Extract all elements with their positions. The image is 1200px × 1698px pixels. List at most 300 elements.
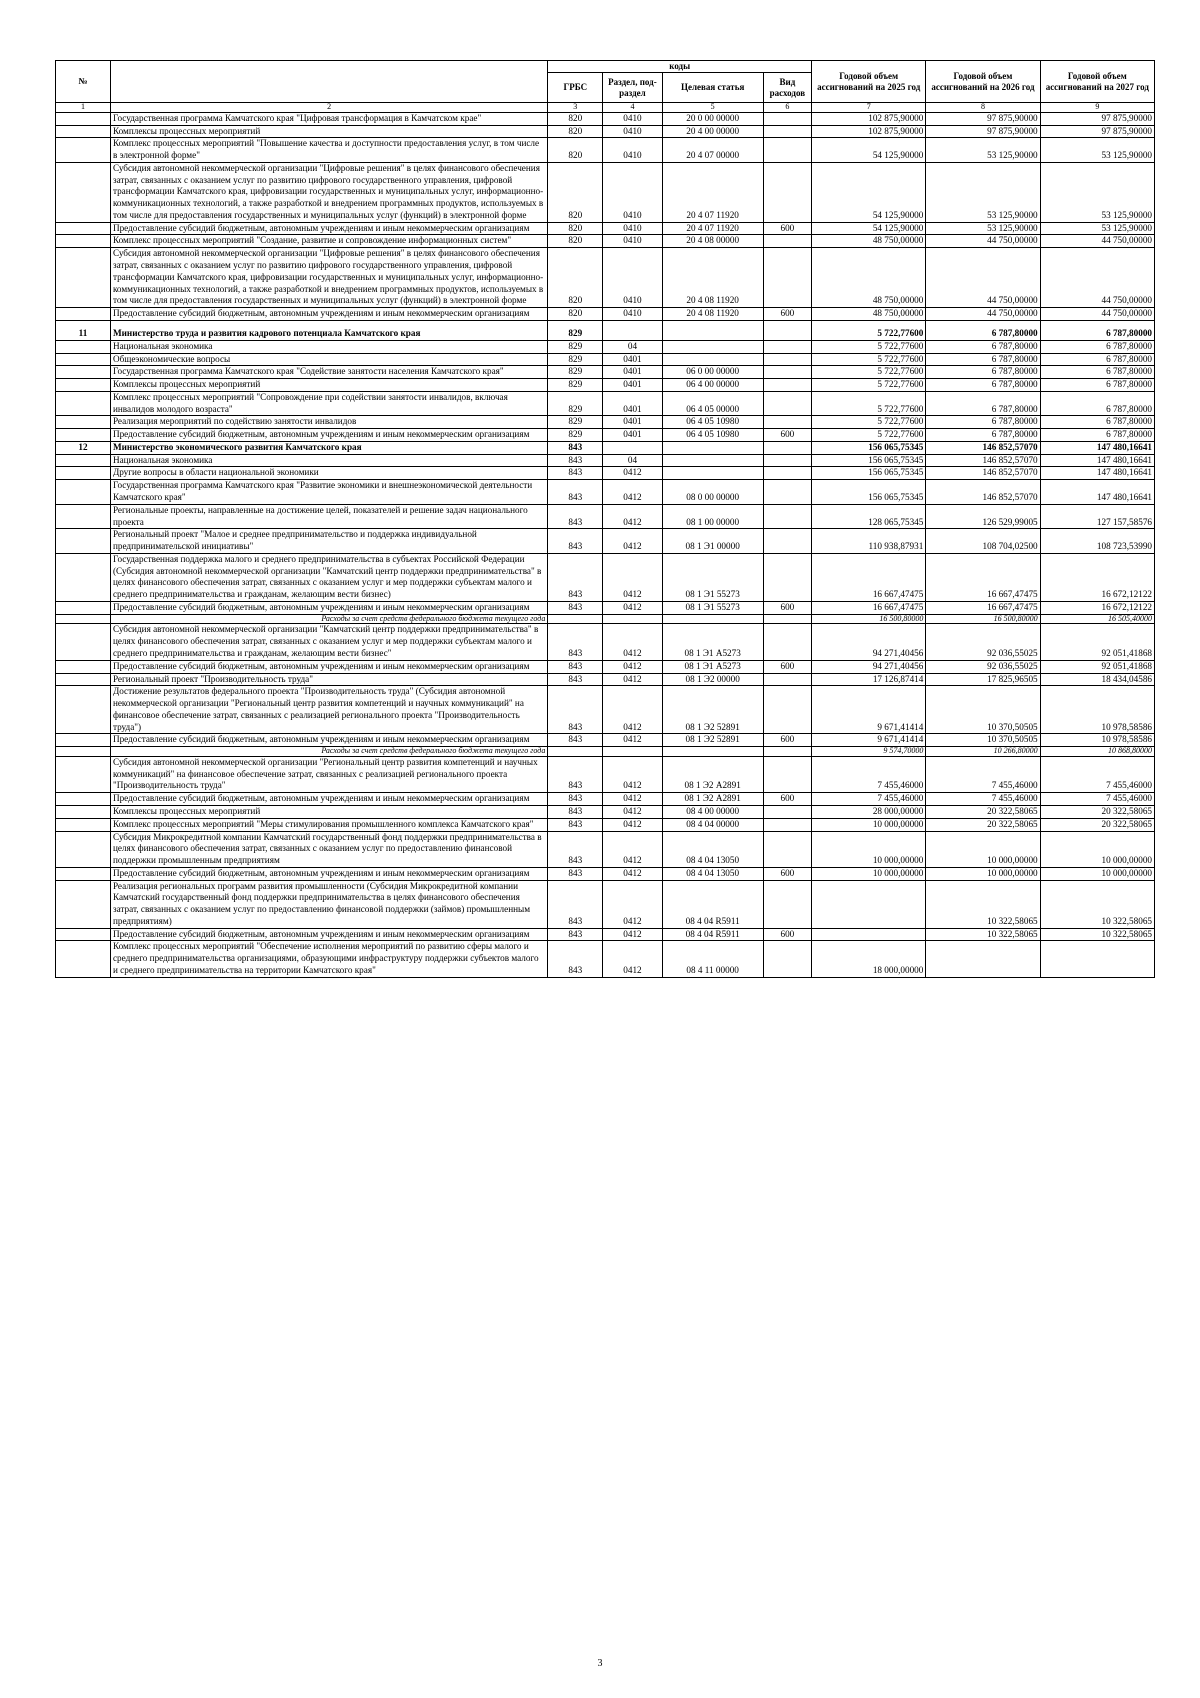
- row-razdel: 0412: [603, 928, 662, 941]
- row-amount-2026: 10 000,00000: [926, 831, 1040, 867]
- row-grbs: 843: [548, 454, 603, 467]
- row-number: [56, 467, 111, 480]
- row-amount-2025: 5 722,77600: [812, 353, 926, 366]
- row-amount-2027: 10 978,58586: [1040, 686, 1154, 734]
- row-amount-2025: 102 875,90000: [812, 125, 926, 138]
- row-target-article: 20 0 00 00000: [662, 112, 763, 125]
- row-number: [56, 112, 111, 125]
- row-razdel: 0410: [603, 125, 662, 138]
- row-amount-2027: 10 322,58065: [1040, 880, 1154, 928]
- row-razdel: 0412: [603, 660, 662, 673]
- row-grbs: 820: [548, 138, 603, 163]
- row-amount-2027: 44 750,00000: [1040, 248, 1154, 308]
- row-amount-2025: 7 455,46000: [812, 793, 926, 806]
- row-amount-2026: 6 787,80000: [926, 391, 1040, 416]
- row-razdel: 0401: [603, 379, 662, 392]
- row-grbs: 829: [548, 416, 603, 429]
- table-row: [56, 308, 1155, 321]
- table-row: [56, 747, 1155, 757]
- row-grbs: 843: [548, 793, 603, 806]
- row-amount-2025: 5 722,77600: [812, 416, 926, 429]
- row-grbs: 820: [548, 112, 603, 125]
- row-name: Предоставление субсидий бюджетным, автономным учреждениям и иным некоммерческим организациям: [110, 222, 547, 235]
- row-amount-2027: 92 051,41868: [1040, 660, 1154, 673]
- row-amount-2027: 6 787,80000: [1040, 353, 1154, 366]
- row-amount-2027: 20 322,58065: [1040, 818, 1154, 831]
- row-grbs: 843: [548, 480, 603, 505]
- row-amount-2025: 10 000,00000: [812, 818, 926, 831]
- row-grbs: 843: [548, 818, 603, 831]
- row-grbs: 820: [548, 235, 603, 248]
- row-grbs: 843: [548, 660, 603, 673]
- row-amount-2025: 9 671,41414: [812, 734, 926, 747]
- row-amount-2025: 5 722,77600: [812, 391, 926, 416]
- row-expense-type: [763, 756, 811, 792]
- row-amount-2026: 146 852,57070: [926, 467, 1040, 480]
- row-razdel: 0401: [603, 416, 662, 429]
- row-amount-2027: 6 787,80000: [1040, 340, 1154, 353]
- row-amount-2025: 94 271,40456: [812, 660, 926, 673]
- table-row: [56, 601, 1155, 614]
- row-target-article: 08 1 Э2 А2891: [662, 756, 763, 792]
- row-amount-2026: 6 787,80000: [926, 366, 1040, 379]
- row-razdel: 0401: [603, 429, 662, 442]
- row-target-article: 08 4 04 00000: [662, 818, 763, 831]
- header-expense-type: Вид расходов: [763, 73, 811, 103]
- row-target-article: 20 4 07 00000: [662, 138, 763, 163]
- row-amount-2026: 53 125,90000: [926, 138, 1040, 163]
- table-row: [56, 928, 1155, 941]
- row-grbs: 843: [548, 467, 603, 480]
- row-amount-2027: 147 480,16641: [1040, 454, 1154, 467]
- table-row: [56, 867, 1155, 880]
- table-row: [56, 366, 1155, 379]
- row-amount-2027: 44 750,00000: [1040, 235, 1154, 248]
- row-target-article: 08 1 Э1 А5273: [662, 660, 763, 673]
- row-number: [56, 366, 111, 379]
- row-expense-type: 600: [763, 660, 811, 673]
- header-number: №: [56, 61, 111, 103]
- row-amount-2026: 126 529,99005: [926, 504, 1040, 529]
- table-row: [56, 614, 1155, 624]
- row-amount-2026: 6 787,80000: [926, 340, 1040, 353]
- row-amount-2026: 10 000,00000: [926, 867, 1040, 880]
- row-target-article: [662, 454, 763, 467]
- row-target-article: 08 4 04 13050: [662, 867, 763, 880]
- row-amount-2026: 20 322,58065: [926, 818, 1040, 831]
- row-razdel: 0412: [603, 941, 662, 977]
- row-number: [56, 941, 111, 977]
- row-number: [56, 162, 111, 222]
- table-row: [56, 467, 1155, 480]
- row-target-article: 08 1 Э2 00000: [662, 673, 763, 686]
- row-amount-2027: 10 868,80000: [1040, 747, 1154, 757]
- row-target-article: 20 4 07 11920: [662, 222, 763, 235]
- row-expense-type: 600: [763, 601, 811, 614]
- row-amount-2025: 10 000,00000: [812, 867, 926, 880]
- header-2026: Годовой объем ассигнований на 2026 год: [926, 61, 1040, 103]
- table-row: [56, 686, 1155, 734]
- row-expense-type: [763, 340, 811, 353]
- row-amount-2026: 10 322,58065: [926, 880, 1040, 928]
- row-razdel: [603, 320, 662, 340]
- row-amount-2026: 16 667,47475: [926, 601, 1040, 614]
- row-target-article: 08 1 Э1 00000: [662, 529, 763, 554]
- header-index-row: [56, 103, 1155, 113]
- row-grbs: 820: [548, 125, 603, 138]
- row-grbs: 829: [548, 391, 603, 416]
- row-amount-2027: 6 787,80000: [1040, 416, 1154, 429]
- row-name: Предоставление субсидий бюджетным, автономным учреждениям и иным некоммерческим организациям: [110, 734, 547, 747]
- row-number: [56, 747, 111, 757]
- row-name: Предоставление субсидий бюджетным, автономным учреждениям и иным некоммерческим организациям: [110, 660, 547, 673]
- row-name: Региональный проект "Производительность труда": [110, 673, 547, 686]
- row-grbs: 843: [548, 756, 603, 792]
- row-amount-2026: 7 455,46000: [926, 793, 1040, 806]
- row-expense-type: [763, 454, 811, 467]
- row-name: Министерство труда и развития кадрового потенциала Камчатского края: [110, 320, 547, 340]
- header-index-cell: 5: [662, 103, 763, 113]
- row-expense-type: [763, 353, 811, 366]
- row-name: Достижение результатов федерального проекта "Производительность труда" (Субсидия автономной некоммерческой организации "Региональный центр развития компетенций и научных коммуникаций" на финансовое обеспечение затрат, связанных с реализацией регионального проекта "Производительность труда"): [110, 686, 547, 734]
- row-grbs: 843: [548, 734, 603, 747]
- row-name: Реализация мероприятий по содействию занятости инвалидов: [110, 416, 547, 429]
- row-name: Комплекс процессных мероприятий "Меры стимулирования промышленного комплекса Камчатского края": [110, 818, 547, 831]
- table-row: [56, 391, 1155, 416]
- row-name: Государственная поддержка малого и среднего предпринимательства в субъектах Российской Федерации (Субсидия автономной некоммерческой организации "Камчатский центр поддержки предпринимательства" в целях финансового обеспечения затрат, связанных с оказанием услуг и мер поддержки субъектам малого и среднего предпринимательства и гражданам, желающим вести бизнес): [110, 553, 547, 601]
- row-expense-type: [763, 416, 811, 429]
- table-row: [56, 222, 1155, 235]
- table-row: [56, 112, 1155, 125]
- row-razdel: 0412: [603, 805, 662, 818]
- table-row: [56, 941, 1155, 977]
- row-target-article: [662, 353, 763, 366]
- row-amount-2025: 16 500,80000: [812, 614, 926, 624]
- row-razdel: 0412: [603, 734, 662, 747]
- row-expense-type: [763, 138, 811, 163]
- header-index-cell: 7: [812, 103, 926, 113]
- budget-table-sheet: [55, 60, 1155, 978]
- row-name: Расходы за счет средств федерального бюджета текущего года: [110, 614, 547, 624]
- row-number: [56, 831, 111, 867]
- row-grbs: 843: [548, 941, 603, 977]
- row-expense-type: [763, 112, 811, 125]
- row-expense-type: [763, 235, 811, 248]
- row-number: [56, 793, 111, 806]
- row-name: Субсидия автономной некоммерческой организации "Камчатский центр поддержки предпринимательства" в целях финансового обеспечения затрат, связанных с оказанием услуг и мер поддержки субъектам малого и среднего предпринимательства и гражданам, желающим вести бизнес": [110, 624, 547, 660]
- row-target-article: [662, 614, 763, 624]
- row-expense-type: [763, 673, 811, 686]
- row-target-article: 08 4 11 00000: [662, 941, 763, 977]
- row-target-article: 06 4 05 10980: [662, 416, 763, 429]
- row-amount-2025: 17 126,87414: [812, 673, 926, 686]
- header-index-cell: 1: [56, 103, 111, 113]
- row-amount-2027: 18 434,04586: [1040, 673, 1154, 686]
- row-amount-2025: 5 722,77600: [812, 366, 926, 379]
- row-razdel: 0412: [603, 867, 662, 880]
- row-number: [56, 504, 111, 529]
- row-razdel: 0410: [603, 235, 662, 248]
- row-target-article: 06 4 05 00000: [662, 391, 763, 416]
- row-name: Субсидия автономной некоммерческой организации "Региональный центр развития компетенций и научных коммуникаций" на финансовое обеспечение затрат, связанных с реализацией регионального проекта "Производительность труда": [110, 756, 547, 792]
- row-number: 11: [56, 320, 111, 340]
- header-2027: Годовой объем ассигнований на 2027 год: [1040, 61, 1154, 103]
- row-expense-type: [763, 686, 811, 734]
- row-target-article: 20 4 08 11920: [662, 248, 763, 308]
- row-target-article: 08 4 04 R5911: [662, 928, 763, 941]
- table-row: [56, 353, 1155, 366]
- row-target-article: 08 1 00 00000: [662, 504, 763, 529]
- row-grbs: 843: [548, 686, 603, 734]
- row-razdel: 0412: [603, 467, 662, 480]
- row-target-article: [662, 467, 763, 480]
- row-amount-2025: [812, 880, 926, 928]
- row-target-article: 08 0 00 00000: [662, 480, 763, 505]
- row-amount-2026: 92 036,55025: [926, 624, 1040, 660]
- row-expense-type: [763, 624, 811, 660]
- row-number: [56, 614, 111, 624]
- header-index-cell: 9: [1040, 103, 1154, 113]
- table-row: [56, 553, 1155, 601]
- row-razdel: 0412: [603, 756, 662, 792]
- row-name: Комплексы процессных мероприятий: [110, 805, 547, 818]
- row-target-article: 06 4 05 10980: [662, 429, 763, 442]
- row-amount-2025: 9 574,70000: [812, 747, 926, 757]
- row-amount-2025: 10 000,00000: [812, 831, 926, 867]
- row-expense-type: [763, 614, 811, 624]
- row-expense-type: [763, 880, 811, 928]
- row-amount-2026: 146 852,57070: [926, 480, 1040, 505]
- row-amount-2027: 6 787,80000: [1040, 429, 1154, 442]
- row-razdel: 0412: [603, 831, 662, 867]
- row-expense-type: 600: [763, 928, 811, 941]
- row-grbs: 843: [548, 601, 603, 614]
- row-number: [56, 454, 111, 467]
- row-target-article: [662, 441, 763, 454]
- row-expense-type: 600: [763, 867, 811, 880]
- row-amount-2026: 10 322,58065: [926, 928, 1040, 941]
- row-number: [56, 880, 111, 928]
- row-razdel: 0412: [603, 480, 662, 505]
- row-amount-2025: 16 667,47475: [812, 553, 926, 601]
- row-expense-type: 600: [763, 429, 811, 442]
- row-amount-2027: 20 322,58065: [1040, 805, 1154, 818]
- row-grbs: 829: [548, 429, 603, 442]
- row-amount-2027: 6 787,80000: [1040, 391, 1154, 416]
- row-razdel: 0410: [603, 248, 662, 308]
- row-number: [56, 686, 111, 734]
- row-number: [56, 529, 111, 554]
- row-razdel: 04: [603, 454, 662, 467]
- table-row: [56, 480, 1155, 505]
- row-name: Другие вопросы в области национальной экономики: [110, 467, 547, 480]
- row-expense-type: 600: [763, 222, 811, 235]
- row-name: Предоставление субсидий бюджетным, автономным учреждениям и иным некоммерческим организациям: [110, 308, 547, 321]
- row-grbs: 820: [548, 248, 603, 308]
- row-expense-type: [763, 467, 811, 480]
- row-amount-2025: 48 750,00000: [812, 248, 926, 308]
- row-number: [56, 353, 111, 366]
- row-amount-2027: 53 125,90000: [1040, 138, 1154, 163]
- row-target-article: 06 0 00 00000: [662, 366, 763, 379]
- row-name: Национальная экономика: [110, 454, 547, 467]
- row-name: Министерство экономического развития Камчатского края: [110, 441, 547, 454]
- table-row: [56, 441, 1155, 454]
- row-number: [56, 756, 111, 792]
- row-amount-2026: [926, 941, 1040, 977]
- table-row: [56, 734, 1155, 747]
- header-target-article: Целевая статья: [662, 73, 763, 103]
- row-target-article: 08 1 Э2 52891: [662, 734, 763, 747]
- row-amount-2025: 5 722,77600: [812, 429, 926, 442]
- row-amount-2025: 102 875,90000: [812, 112, 926, 125]
- row-razdel: 0410: [603, 138, 662, 163]
- row-razdel: 0412: [603, 880, 662, 928]
- table-row: [56, 320, 1155, 340]
- row-target-article: 08 1 Э1 55273: [662, 553, 763, 601]
- row-number: [56, 429, 111, 442]
- row-amount-2027: 97 875,90000: [1040, 125, 1154, 138]
- row-amount-2025: 156 065,75345: [812, 454, 926, 467]
- row-target-article: 08 4 00 00000: [662, 805, 763, 818]
- row-razdel: 0412: [603, 818, 662, 831]
- row-number: [56, 660, 111, 673]
- row-name: Предоставление субсидий бюджетным, автономным учреждениям и иным некоммерческим организациям: [110, 793, 547, 806]
- row-amount-2027: 53 125,90000: [1040, 162, 1154, 222]
- row-razdel: 0401: [603, 353, 662, 366]
- row-razdel: 0410: [603, 112, 662, 125]
- row-amount-2025: 156 065,75345: [812, 467, 926, 480]
- budget-table: [55, 60, 1155, 978]
- table-row: [56, 429, 1155, 442]
- row-name: Комплексы процессных мероприятий: [110, 379, 547, 392]
- row-amount-2026: 97 875,90000: [926, 112, 1040, 125]
- row-name: Субсидия автономной некоммерческой организации "Цифровые решения" в целях финансового обеспечения затрат, связанных с оказанием услуг по развитию цифрового государственного управления, цифровой трансформации Камчатского края, цифровизации государственных и муниципальных услуг, информационно-коммуникационных технологий, а также разработкой и внедрением программных продуктов, используемых в том числе для предоставления государственных и муниципальных услуг (функций) в электронной форме: [110, 248, 547, 308]
- row-razdel: [603, 614, 662, 624]
- row-amount-2025: 16 667,47475: [812, 601, 926, 614]
- table-row: [56, 529, 1155, 554]
- row-amount-2026: 146 852,57070: [926, 454, 1040, 467]
- row-expense-type: [763, 818, 811, 831]
- table-row: [56, 831, 1155, 867]
- row-amount-2026: 10 370,50505: [926, 686, 1040, 734]
- row-grbs: 843: [548, 831, 603, 867]
- row-number: [56, 416, 111, 429]
- row-amount-2026: 44 750,00000: [926, 248, 1040, 308]
- row-target-article: 08 1 Э2 52891: [662, 686, 763, 734]
- row-name: Субсидия Микрокредитной компании Камчатский государственный фонд поддержки предпринимательства в целях финансового обеспечения затрат, связанных с оказанием услуг по предоставлению финансовой поддержки промышленным предприятиям: [110, 831, 547, 867]
- row-amount-2027: 10 322,58065: [1040, 928, 1154, 941]
- row-amount-2026: 97 875,90000: [926, 125, 1040, 138]
- row-grbs: 843: [548, 504, 603, 529]
- row-target-article: [662, 340, 763, 353]
- row-amount-2025: 48 750,00000: [812, 235, 926, 248]
- row-amount-2026: 108 704,02500: [926, 529, 1040, 554]
- row-razdel: 0412: [603, 504, 662, 529]
- row-amount-2026: 16 667,47475: [926, 553, 1040, 601]
- row-amount-2025: [812, 928, 926, 941]
- row-number: [56, 391, 111, 416]
- header-codes: коды: [548, 61, 812, 73]
- row-target-article: [662, 320, 763, 340]
- row-expense-type: [763, 248, 811, 308]
- row-amount-2026: 10 370,50505: [926, 734, 1040, 747]
- row-razdel: 0401: [603, 391, 662, 416]
- row-target-article: 08 1 Э1 А5273: [662, 624, 763, 660]
- table-row: [56, 504, 1155, 529]
- row-amount-2026: 44 750,00000: [926, 308, 1040, 321]
- row-amount-2027: 6 787,80000: [1040, 320, 1154, 340]
- row-expense-type: [763, 941, 811, 977]
- row-grbs: 843: [548, 880, 603, 928]
- table-row: [56, 624, 1155, 660]
- row-razdel: [603, 441, 662, 454]
- row-amount-2025: 110 938,87931: [812, 529, 926, 554]
- row-number: [56, 308, 111, 321]
- row-amount-2027: 127 157,58576: [1040, 504, 1154, 529]
- row-grbs: 843: [548, 624, 603, 660]
- header-name: [110, 61, 547, 103]
- header-index-cell: 4: [603, 103, 662, 113]
- row-grbs: 820: [548, 308, 603, 321]
- row-target-article: 08 4 04 R5911: [662, 880, 763, 928]
- row-amount-2025: 156 065,75345: [812, 441, 926, 454]
- row-amount-2026: 20 322,58065: [926, 805, 1040, 818]
- table-row: [56, 340, 1155, 353]
- row-amount-2025: 128 065,75345: [812, 504, 926, 529]
- row-amount-2027: 10 000,00000: [1040, 867, 1154, 880]
- row-name: Реализация региональных программ развития промышленности (Субсидия Микрокредитной компании Камчатский государственный фонд поддержки предпринимательства в целях финансового обеспечения затрат, связанных с оказанием услуг по предоставлению финансовой поддержки (займов) промышленным предприятиям): [110, 880, 547, 928]
- row-amount-2025: 54 125,90000: [812, 162, 926, 222]
- row-amount-2027: 97 875,90000: [1040, 112, 1154, 125]
- row-number: [56, 601, 111, 614]
- row-number: [56, 818, 111, 831]
- row-amount-2027: 7 455,46000: [1040, 793, 1154, 806]
- row-amount-2026: 92 036,55025: [926, 660, 1040, 673]
- row-name: Комплексы процессных мероприятий: [110, 125, 547, 138]
- row-grbs: 843: [548, 553, 603, 601]
- row-name: Общеэкономические вопросы: [110, 353, 547, 366]
- row-name: Комплекс процессных мероприятий "Обеспечение исполнения мероприятий по развитию сферы малого и среднего предпринимательства организациями, образующими инфраструктуру поддержки субъектов малого и среднего предпринимательства на территории Камчатского края": [110, 941, 547, 977]
- table-row: [56, 673, 1155, 686]
- row-amount-2025: 28 000,00000: [812, 805, 926, 818]
- table-row: [56, 416, 1155, 429]
- row-amount-2025: 54 125,90000: [812, 222, 926, 235]
- row-amount-2027: 16 672,12122: [1040, 553, 1154, 601]
- row-expense-type: 600: [763, 734, 811, 747]
- header-index-cell: 6: [763, 103, 811, 113]
- row-amount-2026: 16 500,80000: [926, 614, 1040, 624]
- header-2025: Годовой объем ассигнований на 2025 год: [812, 61, 926, 103]
- row-number: [56, 125, 111, 138]
- row-number: [56, 624, 111, 660]
- row-amount-2027: 16 505,40000: [1040, 614, 1154, 624]
- row-amount-2025: 94 271,40456: [812, 624, 926, 660]
- row-number: [56, 867, 111, 880]
- header-razdel: Раздел, под- раздел: [603, 73, 662, 103]
- table-row: [56, 818, 1155, 831]
- row-grbs: 843: [548, 928, 603, 941]
- row-razdel: 04: [603, 340, 662, 353]
- row-grbs: 843: [548, 441, 603, 454]
- row-number: [56, 340, 111, 353]
- row-expense-type: [763, 805, 811, 818]
- row-razdel: 0412: [603, 529, 662, 554]
- row-razdel: 0412: [603, 601, 662, 614]
- row-expense-type: [763, 125, 811, 138]
- row-amount-2026: 6 787,80000: [926, 429, 1040, 442]
- row-grbs: [548, 747, 603, 757]
